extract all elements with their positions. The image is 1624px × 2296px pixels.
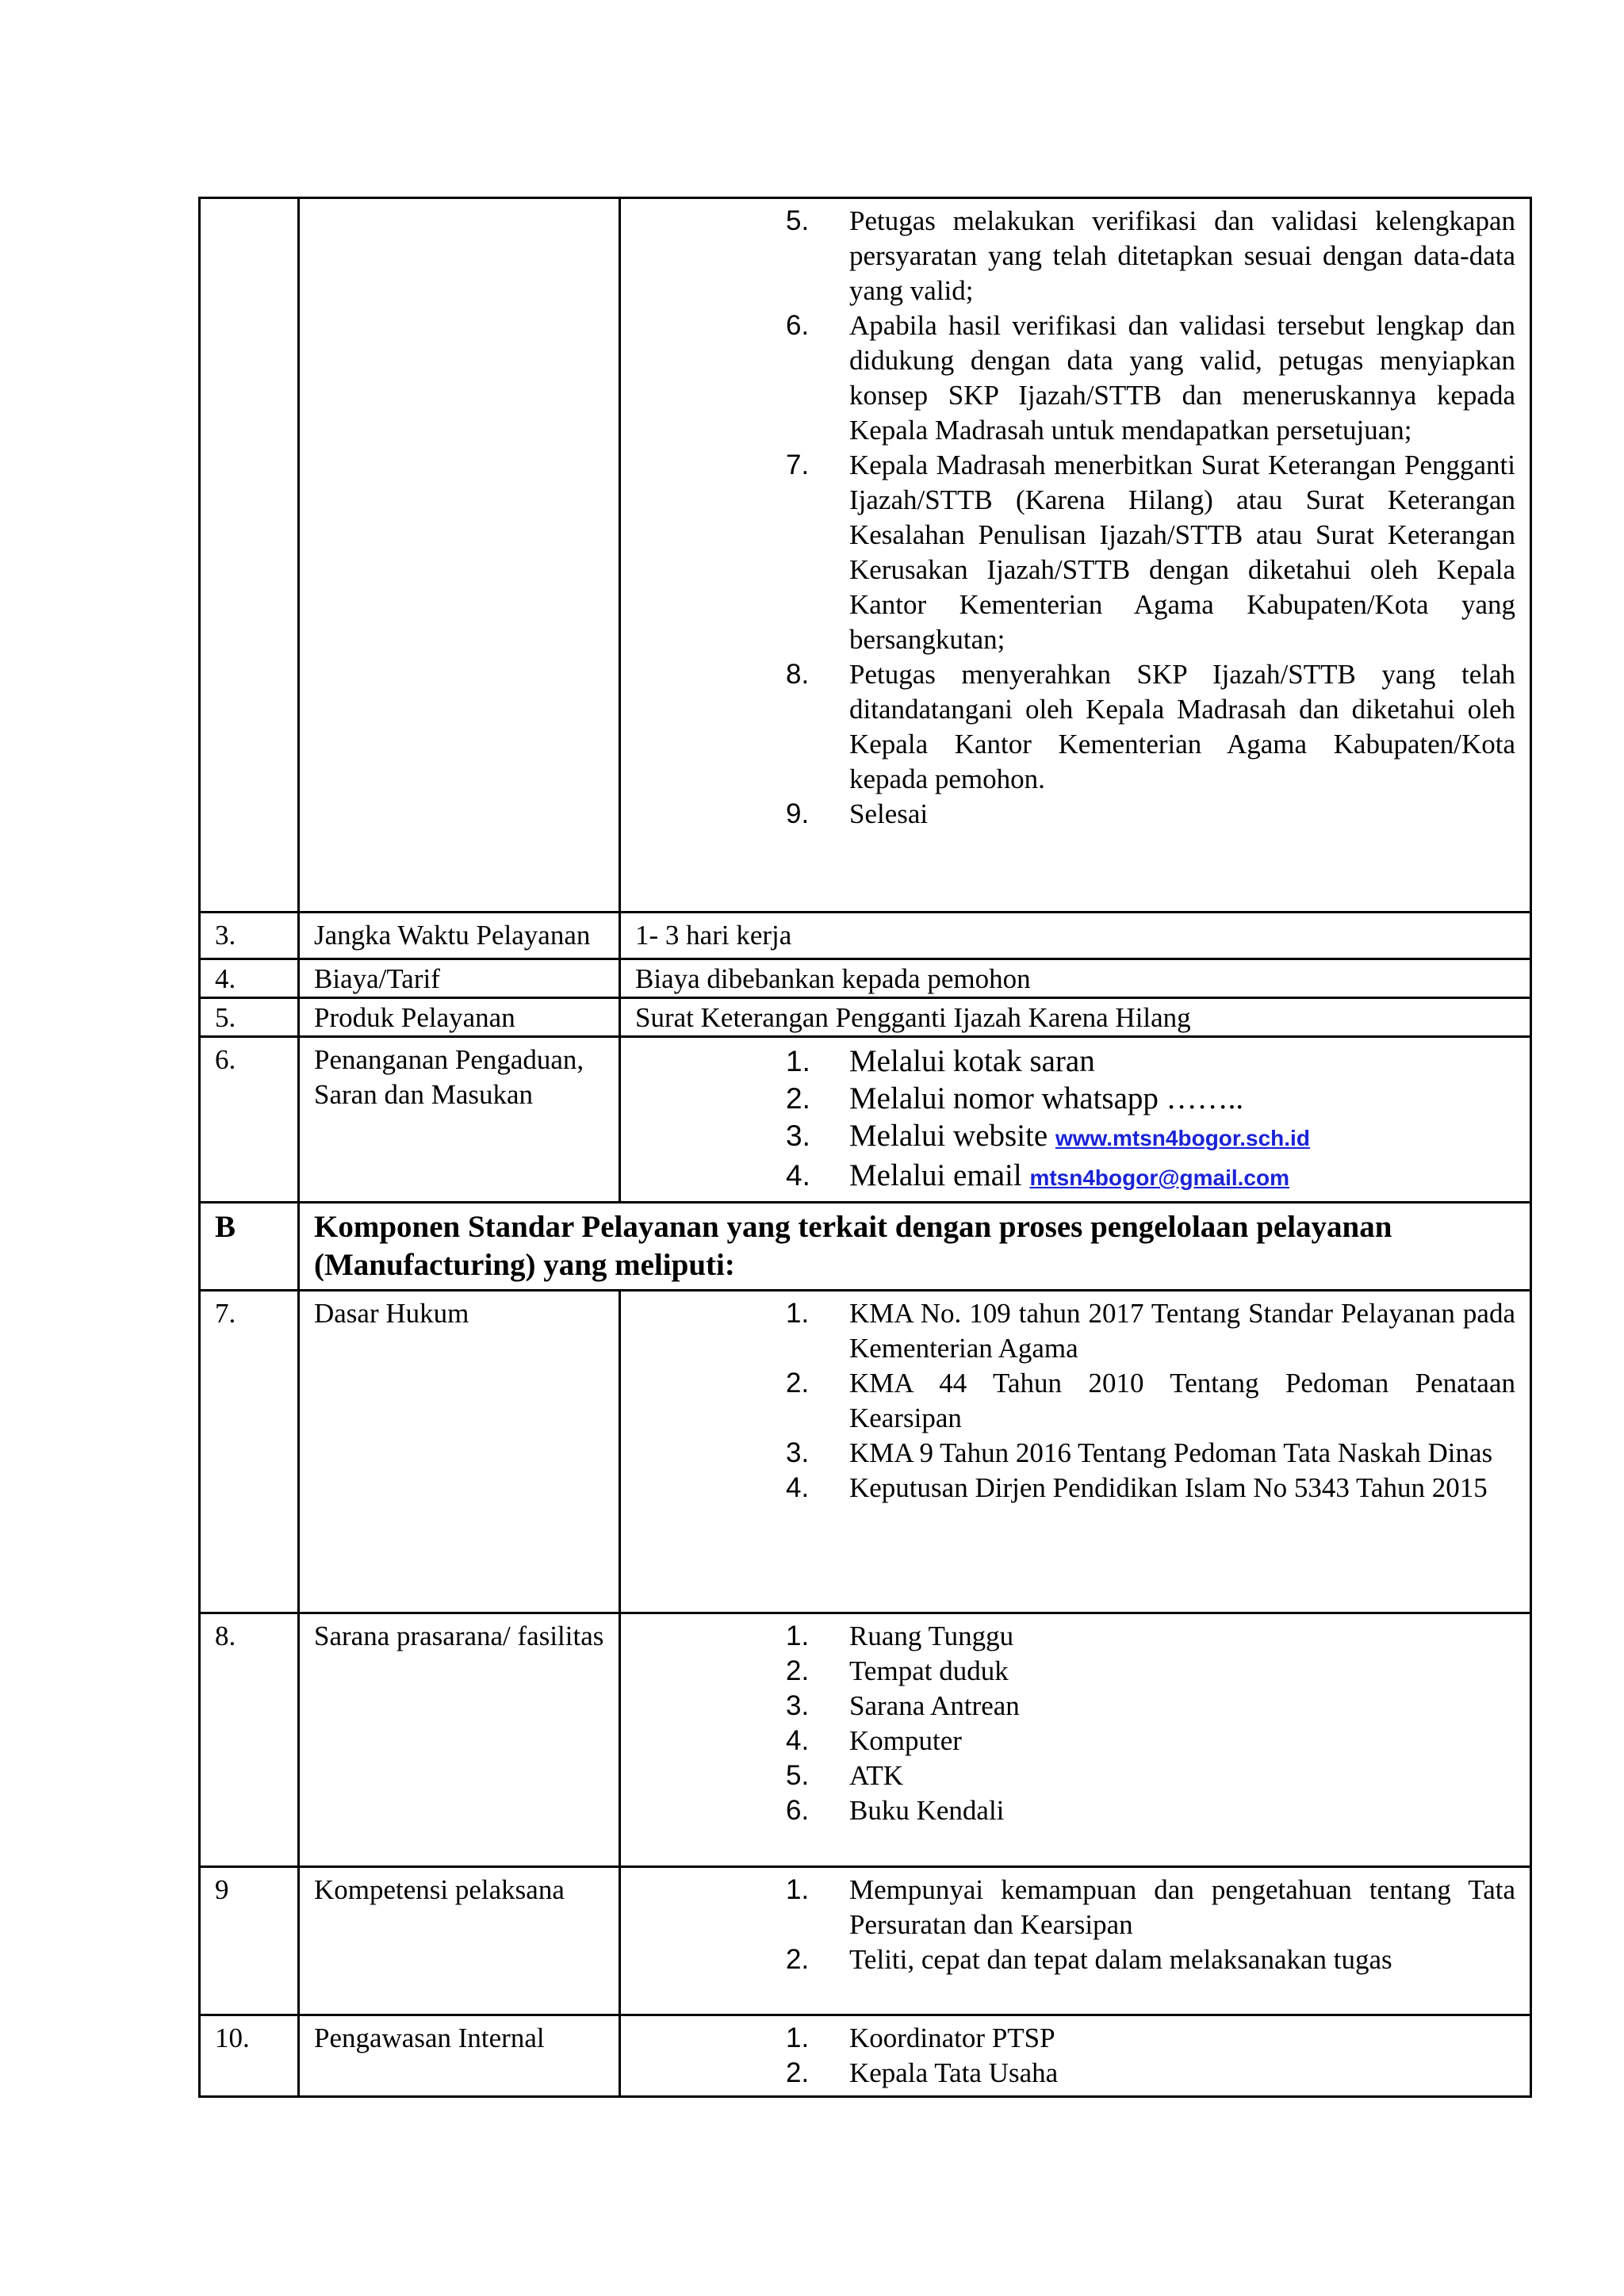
document-page (198, 197, 1515, 2098)
service-standard-table (198, 197, 1532, 2098)
list-item: 6. Buku Kendali (786, 1795, 1005, 1826)
table-row-sarana (200, 1613, 1531, 1867)
row-number: 3. (200, 913, 299, 959)
competence-list (635, 1873, 1515, 1977)
list-item: 1. Koordinator PTSP (786, 2022, 1055, 2053)
row-content-cell (620, 1291, 1531, 1613)
row-content-cell (620, 198, 1531, 913)
table-row-jangka-waktu (200, 913, 1531, 959)
list-item: 2. Tempat duduk (786, 1655, 1009, 1686)
row-label: Dasar Hukum (299, 1291, 620, 1613)
row-number-cell (200, 198, 299, 913)
legal-basis-list (635, 1296, 1515, 1506)
table-row-pengaduan (200, 1037, 1531, 1203)
table-row-kompetensi (200, 1867, 1531, 2015)
list-item: 5. Petugas melakukan verifikasi dan validasi kelengkapan persyaratan yang telah ditetapkan sesuai dengan data-data yang valid; (786, 205, 1515, 306)
list-item: 4. Melalui email mtsn4bogor@gmail.com (786, 1158, 1290, 1192)
internal-supervision-list (635, 2021, 1515, 2091)
row-number: 5. (200, 998, 299, 1037)
list-item: 1. KMA No. 109 tahun 2017 Tentang Standar Pelayanan pada Kementerian Agama (786, 1298, 1515, 1364)
list-item: 4. Keputusan Dirjen Pendidikan Islam No 5343 Tahun 2015 (786, 1472, 1488, 1503)
section-title: Komponen Standar Pelayanan yang terkait dengan proses pengelolaan pelayanan (Manufacturing) yang meliputi: (299, 1203, 1531, 1291)
row-value: Surat Keterangan Pengganti Ijazah Karena Hilang (620, 998, 1531, 1037)
row-number: 4. (200, 959, 299, 998)
row-content-cell (620, 1037, 1531, 1203)
table-row-pengawasan (200, 2015, 1531, 2097)
table-row-produk (200, 998, 1531, 1037)
row-number: 6. (200, 1037, 299, 1203)
email-link[interactable]: mtsn4bogor@gmail.com (1029, 1165, 1290, 1190)
row-content-cell (620, 1867, 1531, 2015)
row-content-cell (620, 1613, 1531, 1867)
list-item: 1. Melalui kotak saran (786, 1044, 1095, 1078)
list-item: 3. Sarana Antrean (786, 1690, 1020, 1721)
table-row-dasar-hukum (200, 1291, 1531, 1613)
row-value: Biaya dibebankan kepada pemohon (620, 959, 1531, 998)
list-item: 6. Apabila hasil verifikasi dan validasi tersebut lengkap dan didukung dengan data yang valid, petugas menyiapkan konsep SKP Ijazah/STTB dan meneruskannya kepada Kepala Madrasah untuk mendapatkan persetujuan; (786, 310, 1515, 446)
list-item: 8. Petugas menyerahkan SKP Ijazah/STTB yang telah ditandatangani oleh Kepala Madrasah dan diketahui oleh Kepala Kantor Kementerian Agama Kabupaten/Kota kepada pemohon. (786, 659, 1515, 794)
list-item: 2. Kepala Tata Usaha (786, 2057, 1059, 2088)
table-row-procedure-continued (200, 198, 1531, 913)
row-value: 1- 3 hari kerja (620, 913, 1531, 959)
row-number: 7. (200, 1291, 299, 1613)
row-label: Pengawasan Internal (299, 2015, 620, 2097)
row-label: Jangka Waktu Pelayanan (299, 913, 620, 959)
row-number: 8. (200, 1613, 299, 1867)
row-label: Produk Pelayanan (299, 998, 620, 1037)
row-number: 9 (200, 1867, 299, 2015)
list-item: 4. Komputer (786, 1725, 962, 1756)
list-item: 9. Selesai (786, 798, 929, 829)
section-letter: B (200, 1203, 299, 1291)
row-label-cell (299, 198, 620, 913)
table-row-biaya (200, 959, 1531, 998)
section-b-header-row (200, 1203, 1531, 1291)
row-label: Sarana prasarana/ fasilitas (299, 1613, 620, 1867)
website-link[interactable]: www.mtsn4bogor.sch.id (1055, 1126, 1310, 1150)
row-label: Penanganan Pengaduan, Saran dan Masukan (299, 1037, 620, 1203)
row-label: Kompetensi pelaksana (299, 1867, 620, 2015)
list-item: 2. KMA 44 Tahun 2010 Tentang Pedoman Penataan Kearsipan (786, 1368, 1515, 1433)
list-item: 5. ATK (786, 1760, 904, 1791)
row-number: 10. (200, 2015, 299, 2097)
list-item: 1. Mempunyai kemampuan dan pengetahuan tentang Tata Persuratan dan Kearsipan (786, 1874, 1515, 1940)
row-content-cell (620, 2015, 1531, 2097)
list-item: 3. KMA 9 Tahun 2016 Tentang Pedoman Tata Naskah Dinas (786, 1437, 1493, 1468)
row-label: Biaya/Tarif (299, 959, 620, 998)
complaint-channel-list (635, 1043, 1515, 1196)
facilities-list (635, 1619, 1515, 1828)
list-item: 2. Teliti, cepat dan tepat dalam melaksanakan tugas (786, 1944, 1392, 1975)
list-item: 3. Melalui website www.mtsn4bogor.sch.id (786, 1119, 1310, 1153)
list-item: 1. Ruang Tunggu (786, 1621, 1014, 1651)
list-item: 7. Kepala Madrasah menerbitkan Surat Keterangan Pengganti Ijazah/STTB (Karena Hilang) atau Surat Keterangan Kesalahan Penulisan Ijazah/STTB atau Surat Keterangan Kerusakan Ijazah/STTB dengan diketahui oleh Kepala Kantor Kementerian Agama Kabupaten/Kota yang bersangkutan; (786, 450, 1515, 655)
procedure-list (635, 204, 1515, 832)
list-item: 2. Melalui nomor whatsapp …….. (786, 1081, 1244, 1115)
